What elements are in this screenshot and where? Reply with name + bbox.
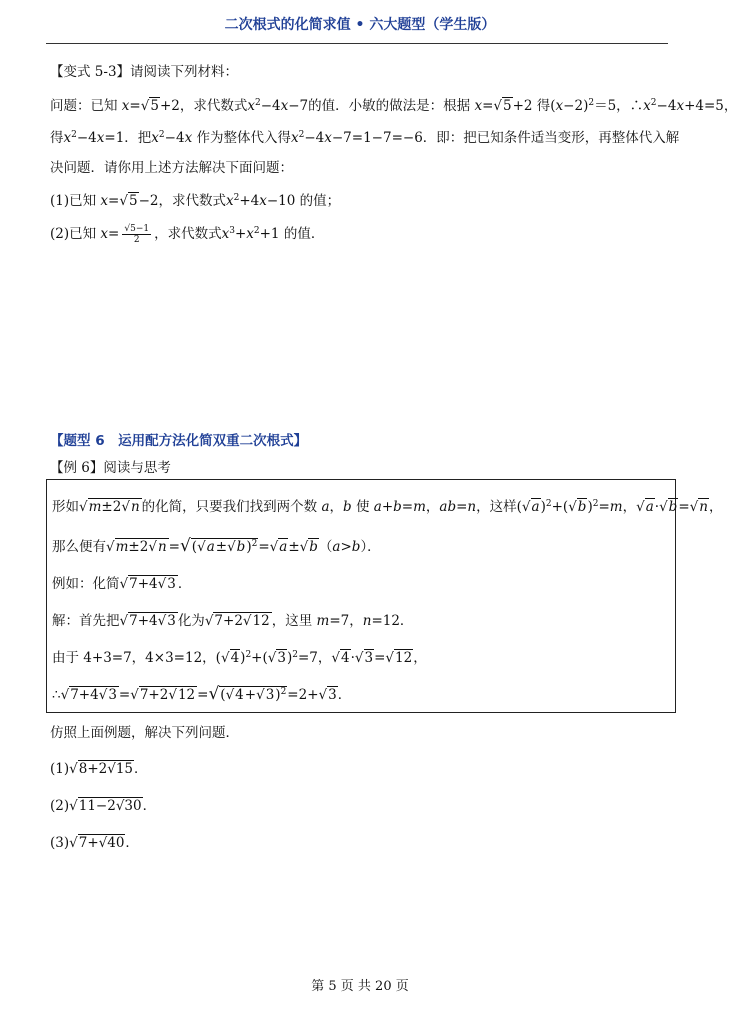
box-line-6: ∴√7+4√3 $=√7+2√12 =√(√4+√3)^2=2+√3$． xyxy=(52,684,352,704)
page-footer: 第 5 页 共 20 页 xyxy=(311,979,409,994)
box-line-5: 由于 4+3=7，4×3=12，$(√4)^2+(√3)^2=7$，√4·√3=√12， xyxy=(52,650,427,666)
practice-problem-1: (1)√8+2√15． xyxy=(50,761,148,777)
section-6-title: 【题型 6 运用配方法化简双重二次根式】 xyxy=(50,433,308,449)
box-line-3: 例如：化简√7+4√3 ． xyxy=(52,576,192,592)
fraction-numerator: √5−1 xyxy=(124,224,150,234)
follow-instruction: 仿照上面例题，解决下列问题． xyxy=(50,725,239,741)
variant-question-2: (2)已知 x= $\frac{√5-1}{2}$ ，求代数式$x^3+x^2+1$ 的值． xyxy=(50,224,325,245)
variant-label: 【变式 5-3】请阅读下列材料： xyxy=(50,64,239,80)
variant-problem-line2: 得$x^2-4x=1$．把$x^2-4x$ 作为整体代入得$x^2-4x-7=1-7=-6$．即：把已知条件适当变形，再整体代入解 xyxy=(50,130,680,146)
practice-problem-2: (2)√11−2√30． xyxy=(50,798,157,814)
variant-problem-line1: 问题：已知 x=√5+2，求代数式$x^2-4x-7$的值．小敏的做法是：根据 x=√5+2 得$(x-2)^2=5$，$\therefore x^2-4x+4=5$， xyxy=(50,98,737,114)
page-header-title: 二次根式的化简求值 • 六大题型（学生版） xyxy=(224,17,496,33)
box-line-2: 那么便有$√m\pm 2√n =√(√a\pm√b)^2=√a\pm√b(a>b)$． xyxy=(52,536,381,556)
fraction-denominator: 2 xyxy=(133,235,140,245)
variant-problem-line3: 决问题．请你用上述方法解决下面问题： xyxy=(50,160,293,176)
box-line-1: 形如√m±2√n 的化简，只要我们找到两个数 a，b 使 a+b=m，ab=n，这样$(√a)^2+(√b)^2=m$，√a·√b=√n， xyxy=(52,499,723,515)
header-rule xyxy=(46,43,668,44)
box-line-4: 解：首先把√7+4√3 化为√7+2√12 ，这里 m=7，n=12． xyxy=(52,613,414,629)
practice-problem-3: (3)√7+√40． xyxy=(50,835,139,851)
example-6-label: 【例 6】阅读与思考 xyxy=(50,460,171,476)
variant-question-1: (1)已知 x=√5−2，求代数式$x^2+4x-10$ 的值； xyxy=(50,193,341,209)
